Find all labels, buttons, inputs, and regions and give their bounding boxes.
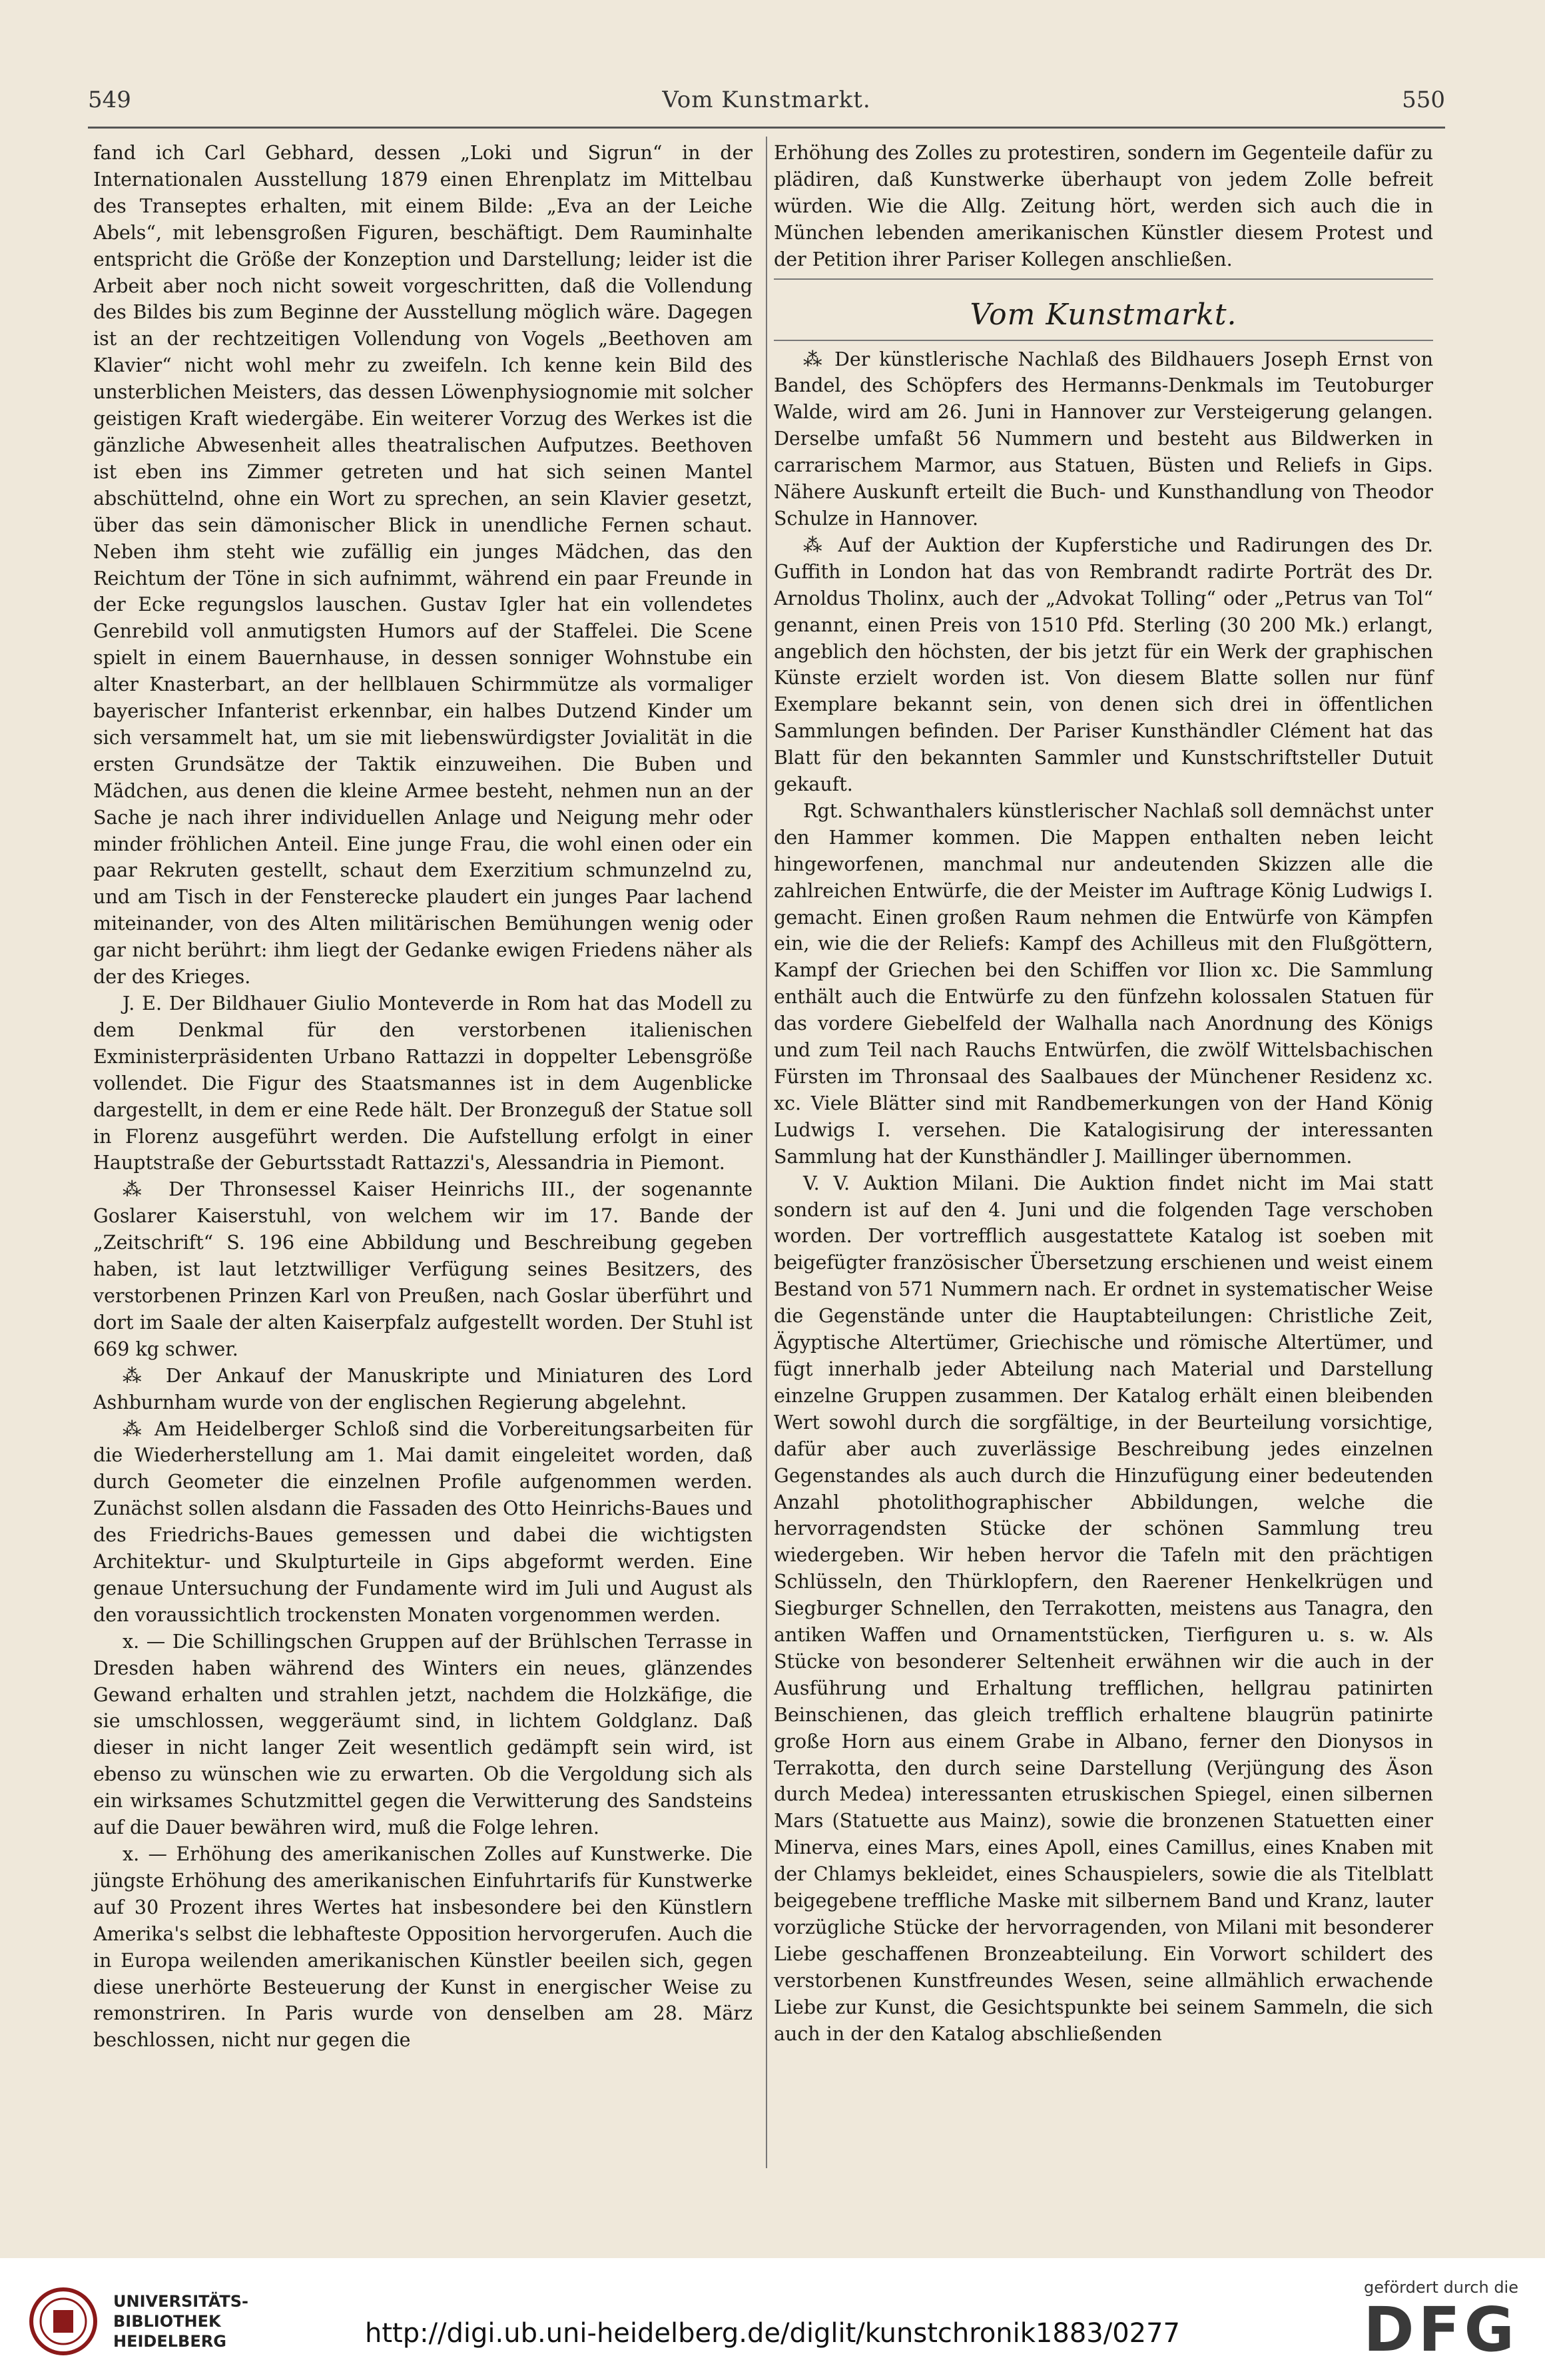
paragraph: ⁂ Am Heidelberger Schloß sind die Vorbereitungsarbeiten für die Wiederherstellung am 1. Mai damit eingeleitet worden, daß durch Geometer die einzelnen Profile aufgenommen werden. Zunächst sollen alsdann die Fassaden des Otto Heinrichs-Baues und des Friedrichs-Baues gemessen und dabei die wichtigsten Architektur- und Skulpturteile in Gips abgeformt werden. Eine genaue Untersuchung der Fundamente wird im Juli und August als den voraussichtlich trockensten Monaten vorgenommen werden. (93, 1417, 753, 1626)
source-url[interactable]: http://digi.ub.uni-heidelberg.de/diglit/kunstchronik1883/0277 (364, 2318, 1180, 2349)
page-number-left: 549 (88, 87, 131, 113)
right-column (774, 140, 1433, 2048)
paragraph: J. E. Der Bildhauer Giulio Monteverde in Rom hat das Modell zu dem Denkmal für den verstorbenen italienischen Exministerpräsidenten Urbano Rattazzi in doppelter Lebensgröße vollendet. Die Figur des Staatsmannes ist in dem Augenblicke dargestellt, in dem er eine Rede hält. Der Bronzeguß der Statue soll in Florenz ausgeführt werden. Die Aufstellung erfolgt in einer Hauptstraße der Geburtsstadt Rattazzi's, Alessandria in Piemont. (93, 992, 753, 1174)
viewer-footer (0, 2258, 1545, 2380)
column-divider (766, 137, 767, 2168)
section-rule (774, 278, 1433, 280)
running-head (88, 81, 1445, 121)
page-number-right: 550 (1402, 87, 1445, 113)
paragraph: ⁂ Auf der Auktion der Kupferstiche und Radirungen des Dr. Guffith in London hat das von Rembrandt radirte Porträt des Dr. Arnoldus Tholinx, auch der „Advokat Tolling“ oder „Petrus van Tol“ genannt, einen Preis von 1510 Pfd. Sterling (30 200 Mk.) erlangt, angeblich den höchsten, der bis jetzt für ein Werk der graphischen Künste erzielt worden ist. Von diesem Blatte sollen nur fünf Exemplare bekannt sein, von denen sich drei in öffentlichen Sammlungen befinden. Der Pariser Kunsthändler Clément hat das Blatt für den bekannten Sammler und Kunstschriftsteller Dutuit gekauft. (774, 534, 1433, 796)
funder-logo[interactable] (1319, 2278, 1518, 2371)
left-column (93, 140, 753, 2054)
section-rule (774, 340, 1433, 341)
paragraph: Erhöhung des Zolles zu protestiren, sondern im Gegenteile dafür zu plädiren, daß Kunstwerke überhaupt von jedem Zolle befreit würden. Wie die Allg. Zeitung hört, werden sich auch die in München lebenden amerikanischen Künstler diesem Protest und der Petition ihrer Pariser Kollegen anschließen. (774, 142, 1433, 270)
paragraph: Rgt. Schwanthalers künstlerischer Nachlaß soll demnächst unter den Hammer kommen. Die Mappen enthalten neben leicht hingeworfenen, manchmal nur andeutenden Skizzen alle die zahlreichen Entwürfe, die der Meister im Auftrage König Ludwigs I. gemacht. Einen großen Raum nehmen die Entwürfe von Kämpfen ein, wie die der Reliefs: Kampf des Achilleus mit den Flußgöttern, Kampf der Griechen bei den Schiffen vor Ilion xc. Die Sammlung enthält auch die Entwürfe zu den fünfzehn kolossalen Statuen für das vordere Giebelfeld der Walhalla nach Anordnung des Königs und zum Teil nach Rauchs Entwürfen, die zwölf Wittelsbachischen Fürsten im Thronsaal des Saalbaues der Münchener Residenz xc. xc. Viele Blätter sind mit Randbemerkungen von der Hand König Ludwigs I. versehen. Die Katalogisirung der interessanten Sammlung hat der Kunsthändler J. Maillinger übernommen. (774, 799, 1433, 1168)
header-rule (88, 127, 1445, 129)
paragraph: ⁂ Der künstlerische Nachlaß des Bildhauers Joseph Ernst von Bandel, des Schöpfers des Hermanns-Denkmals im Teutoburger Walde, wird am 26. Juni in Hannover zur Versteigerung gelangen. Derselbe umfaßt 56 Nummern und besteht aus Bildwerken in carrarischem Marmor, aus Statuen, Büsten und Reliefs in Gips. Nähere Auskunft erteilt die Buch- und Kunsthandlung von Theodor Schulze in Hannover. (774, 348, 1433, 530)
funded-by-label: gefördert durch die (1364, 2278, 1518, 2297)
paragraph: ⁂ Der Thronsessel Kaiser Heinrichs III., der sogenannte Goslarer Kaiserstuhl, von welchem wir im 17. Bande der „Zeitschrift“ S. 196 eine Abbildung und Beschreibung gegeben haben, ist laut letztwilliger Verfügung seines Besitzers, des verstorbenen Prinzen Karl von Preußen, nach Goslar überführt und dort im Saale der alten Kaiserpfalz aufgestellt worden. Der Stuhl ist 669 kg schwer. (93, 1178, 753, 1360)
paragraph: x. — Erhöhung des amerikanischen Zolles auf Kunstwerke. Die jüngste Erhöhung des amerikanischen Einfuhrtarifs für Kunstwerke auf 30 Prozent ihres Wertes hat insbesondere bei den Künstlern Amerika's selbst die lebhafteste Opposition hervorgerufen. Auch die in Europa weilenden amerikanischen Künstler beeilen sich, gegen diese unerhörte Besteuerung der Kunst in energischer Weise zu remonstriren. In Paris wurde von denselben am 28. März beschlossen, nicht nur gegen die (93, 1843, 753, 2052)
paragraph: fand ich Carl Gebhard, dessen „Loki und Sigrun“ in der Internationalen Ausstellung 1879 einen Ehrenplatz im Mittelbau des Transeptes erhalten, mit einem Bilde: „Eva an der Leiche Abels“, mit lebensgroßen Figuren, beschäftigt. Dem Rauminhalte entspricht die Größe der Konzeption und Darstellung; leider ist die Arbeit aber noch nicht soweit vorgeschritten, daß die Vollendung des Bildes bis zum Beginne der Ausstellung möglich wäre. Dagegen ist an der rechtzeitigen Vollendung von Vogels „Beethoven am Klavier“ nicht wohl mehr zu zweifeln. Ich kenne kein Bild des unsterblichen Meisters, das dessen Löwenphysiognomie mit solcher geistigen Kraft wiedergäbe. Ein weiterer Vorzug des Werkes ist die gänzliche Abwesenheit alles theatralischen Aufputzes. Beethoven ist eben ins Zimmer getreten und hat sich seinen Mantel abschüttelnd, ohne ein Wort zu sprechen, an sein Klavier gesetzt, über das sein dämonischer Blick in unendliche Fernen schaut. Neben ihm steht wie zufällig ein junges Mädchen, das den Reichtum der Töne in sich aufnimmt, während ein paar Freunde in der Ecke regungslos lauschen. Gustav Igler hat ein vollendetes Genrebild voll anmutigsten Humors auf der Staffelei. Die Scene spielt in einem Bauernhause, in dessen sonniger Wohnstube ein alter Knasterbart, an der hellblauen Schirmmütze als vormaliger bayerischer Infanterist erkennbar, ein halbes Dutzend Kinder um sich versammelt hat, um sie mit liebenswürdigster Jovialität in die ersten Grundsätze der Taktik einzuweihen. Die Buben und Mädchen, aus denen die kleine Armee besteht, nehmen nun an der Sache je nach ihrer individuellen Anlage und Neigung mehr oder minder fröhlichen Anteil. Eine junge Frau, die wohl einen oder ein paar Rekruten gestellt, schaut dem Exerzitium schmunzelnd zu, und am Tisch in der Fensterecke plaudert ein junges Paar lachend miteinander, von des Alten militärischen Bemühungen wenig oder gar nicht berührt: ihm liegt der Gedanke ewigen Friedens näher als der des Krieges. (93, 142, 753, 989)
library-name-line: UNIVERSITÄTS- (113, 2292, 249, 2311)
library-name-line: BIBLIOTHEK (113, 2312, 221, 2331)
paragraph: x. — Die Schillingschen Gruppen auf der Brühlschen Terrasse in Dresden haben während des Winters ein neues, glänzendes Gewand erhalten und strahlen jetzt, nachdem die Holzkäfige, die sie umschlossen, weggeräumt sind, in lichtem Goldglanz. Daß dieser in nicht langer Zeit wesentlich gedämpft sein wird, ist ebenso zu wünschen wie zu erwarten. Ob die Vergoldung sich als ein wirksames Schutzmittel gegen die Verwitterung des Sandsteins auf die Dauer bewähren wird, muß die Folge lehren. (93, 1630, 753, 1839)
dfg-logo-mark: DFG (1363, 2294, 1518, 2365)
library-name-line: HEIDELBERG (113, 2332, 226, 2351)
section-title: Vom Kunstmarkt. (970, 297, 1237, 332)
paragraph: V. V. Auktion Milani. Die Auktion findet nicht im Mai statt sondern ist auf den 4. Juni und die folgenden Tage verschoben worden. Der vortrefflich ausgestattete Katalog ist soeben mit beigefügter französischer Übersetzung erschienen und weist einem Bestand von 571 Nummern nach. Er ordnet in systematischer Weise die Gegenstände unter die Hauptabteilungen: Christliche Zeit, Ägyptische Altertümer, Griechische und römische Altertümer, und fügt innerhalb jeder Abteilung nach Material und Darstellung einzelne Gruppen zusammen. Der Katalog erhält einen bleibenden Wert sowohl durch die sorgfältige, in der Beurteilung vorsichtige, dafür aber auch zuverlässige Beschreibung jedes einzelnen Gegenstandes als auch durch die Hinzufügung einer bedeutenden Anzahl photolithographischer Abbildungen, welche die hervorragendsten Stücke der schönen Sammlung treu wiedergeben. Wir heben hervor die Tafeln mit den prächtigen Schlüsseln, den Thürklopfern, den Raerener Henkelkrügen und Siegburger Schnellen, den Terrakotten, meistens aus Tanagra, den antiken Waffen und Ornamentstücken, Tierfiguren u. s. w. Als Stücke von besonderer Seltenheit erwähnen wir die auch in der Ausführung und Erhaltung trefflichen, hellgrau patinirten Beinschienen, das gleich trefflich erhaltene blaugrün patinirte große Horn aus einem Grabe in Albano, ferner den Dionysos in Terrakotta, den durch seine Darstellung (Verjüngung des Äson durch Medea) interessanten etruskischen Spiegel, einen silbernen Mars (Statuette aus Mainz), sowie die bronzenen Statuetten einer Minerva, eines Mars, eines Apoll, eines Camillus, eines Knaben mit der Chlamys bekleidet, eines Schauspielers, sowie die als Titelblatt beigegebene treffliche Maske mit silbernem Band und Kranz, lauter vorzügliche Stücke der hervorragenden, von Milani mit besonderer Liebe geschaffenen Bronzeabteilung. Ein Vorwort schildert des verstorbenen Kunstfreundes Wesen, seine allmählich erwachende Liebe zur Kunst, die Gesichtspunkte bei seinem Sammeln, die sich auch in der den Katalog abschließenden (774, 1172, 1433, 2045)
paragraph: ⁂ Der Ankauf der Manuskripte und Miniaturen des Lord Ashburnham wurde von der englischen Regierung abgelehnt. (93, 1364, 753, 1413)
running-title: Vom Kunstmarkt. (662, 87, 871, 113)
